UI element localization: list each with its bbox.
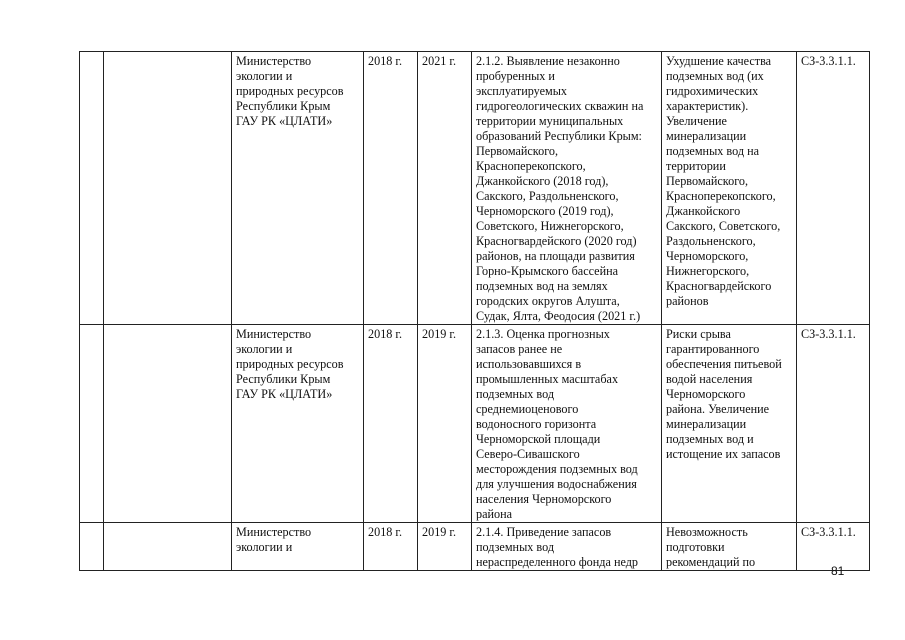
consequence-cell: [662, 523, 797, 571]
table-row: [80, 52, 870, 325]
consequence-cell: [662, 325, 797, 523]
measure-text: 2.1.3. Оценка прогнозных запасов ранее не использовавшихся в промышленных масштабах подземных вод среднемиоценового водоносного горизонта Черноморской площади Северо-Сивашского месторождения подземных вод для улучшения водоснабжения населения Черноморского района: [476, 327, 638, 521]
code-text: СЗ-3.3.1.1.: [801, 525, 856, 539]
row-number-cell: [80, 52, 104, 325]
code-text: СЗ-3.3.1.1.: [801, 54, 856, 68]
row-number-cell: [80, 523, 104, 571]
end-year-text: 2021 г.: [422, 54, 457, 68]
empty-cell: [104, 523, 232, 571]
measures-table: [79, 51, 870, 571]
table-row: [80, 325, 870, 523]
end-year-cell: [418, 52, 472, 325]
end-year-cell: [418, 523, 472, 571]
measure-cell: [472, 523, 662, 571]
consequence-text: Невозможность подготовки рекомендаций по: [666, 525, 756, 569]
agency-text: Министерство экологии и: [236, 525, 312, 554]
end-year-text: 2019 г.: [422, 327, 457, 341]
empty-cell: [104, 52, 232, 325]
consequence-cell: [662, 52, 797, 325]
code-cell: [797, 52, 870, 325]
agency-text: Министерство экологии и природных ресурсов Республики Крым ГАУ РК «ЦЛАТИ»: [236, 54, 344, 128]
agency-cell: [232, 523, 364, 571]
end-year-text: 2019 г.: [422, 525, 457, 539]
table-row: [80, 523, 870, 571]
agency-cell: [232, 52, 364, 325]
start-year-text: 2018 г.: [368, 54, 403, 68]
measure-text: 2.1.4. Приведение запасов подземных вод нераспределенного фонда недр: [476, 525, 639, 569]
measure-cell: [472, 52, 662, 325]
row-number-cell: [80, 325, 104, 523]
code-text: СЗ-3.3.1.1.: [801, 327, 856, 341]
start-year-cell: [364, 523, 418, 571]
start-year-cell: [364, 52, 418, 325]
measure-cell: [472, 325, 662, 523]
page-number: 81: [831, 564, 845, 578]
start-year-text: 2018 г.: [368, 525, 403, 539]
code-cell: [797, 325, 870, 523]
agency-text: Министерство экологии и природных ресурсов Республики Крым ГАУ РК «ЦЛАТИ»: [236, 327, 344, 401]
start-year-cell: [364, 325, 418, 523]
start-year-text: 2018 г.: [368, 327, 403, 341]
consequence-text: Риски срыва гарантированного обеспечения питьевой водой населения Черноморского района. Увеличение минерализации подземных вод и истощение их запасов: [666, 327, 782, 461]
end-year-cell: [418, 325, 472, 523]
agency-cell: [232, 325, 364, 523]
empty-cell: [104, 325, 232, 523]
consequence-text: Ухудшение качества подземных вод (их гидрохимических характеристик). Увеличение минерализации подземных вод на территории Первомайского, Красноперекопского, Джанкойского Сакского, Советского, Раздольненского, Черноморского, Нижнегорского, Красногвардейского районов: [666, 54, 781, 308]
measure-text: 2.1.2. Выявление незаконно пробуренных и эксплуатируемых гидрогеологических скважин на территории муниципальных образований Республики Крым: Первомайского, Красноперекопского, Джанкойского (2018 год), Сакского, Раздольненского, Черноморского (2019 год), Советского, Нижнегорского, Красногвардейского (2020 год) районов, на площади развития Горно-Крымского бассейна подземных вод на землях городских округов Алушта, Судак, Ялта, Феодосия (2021 г.): [476, 54, 644, 323]
